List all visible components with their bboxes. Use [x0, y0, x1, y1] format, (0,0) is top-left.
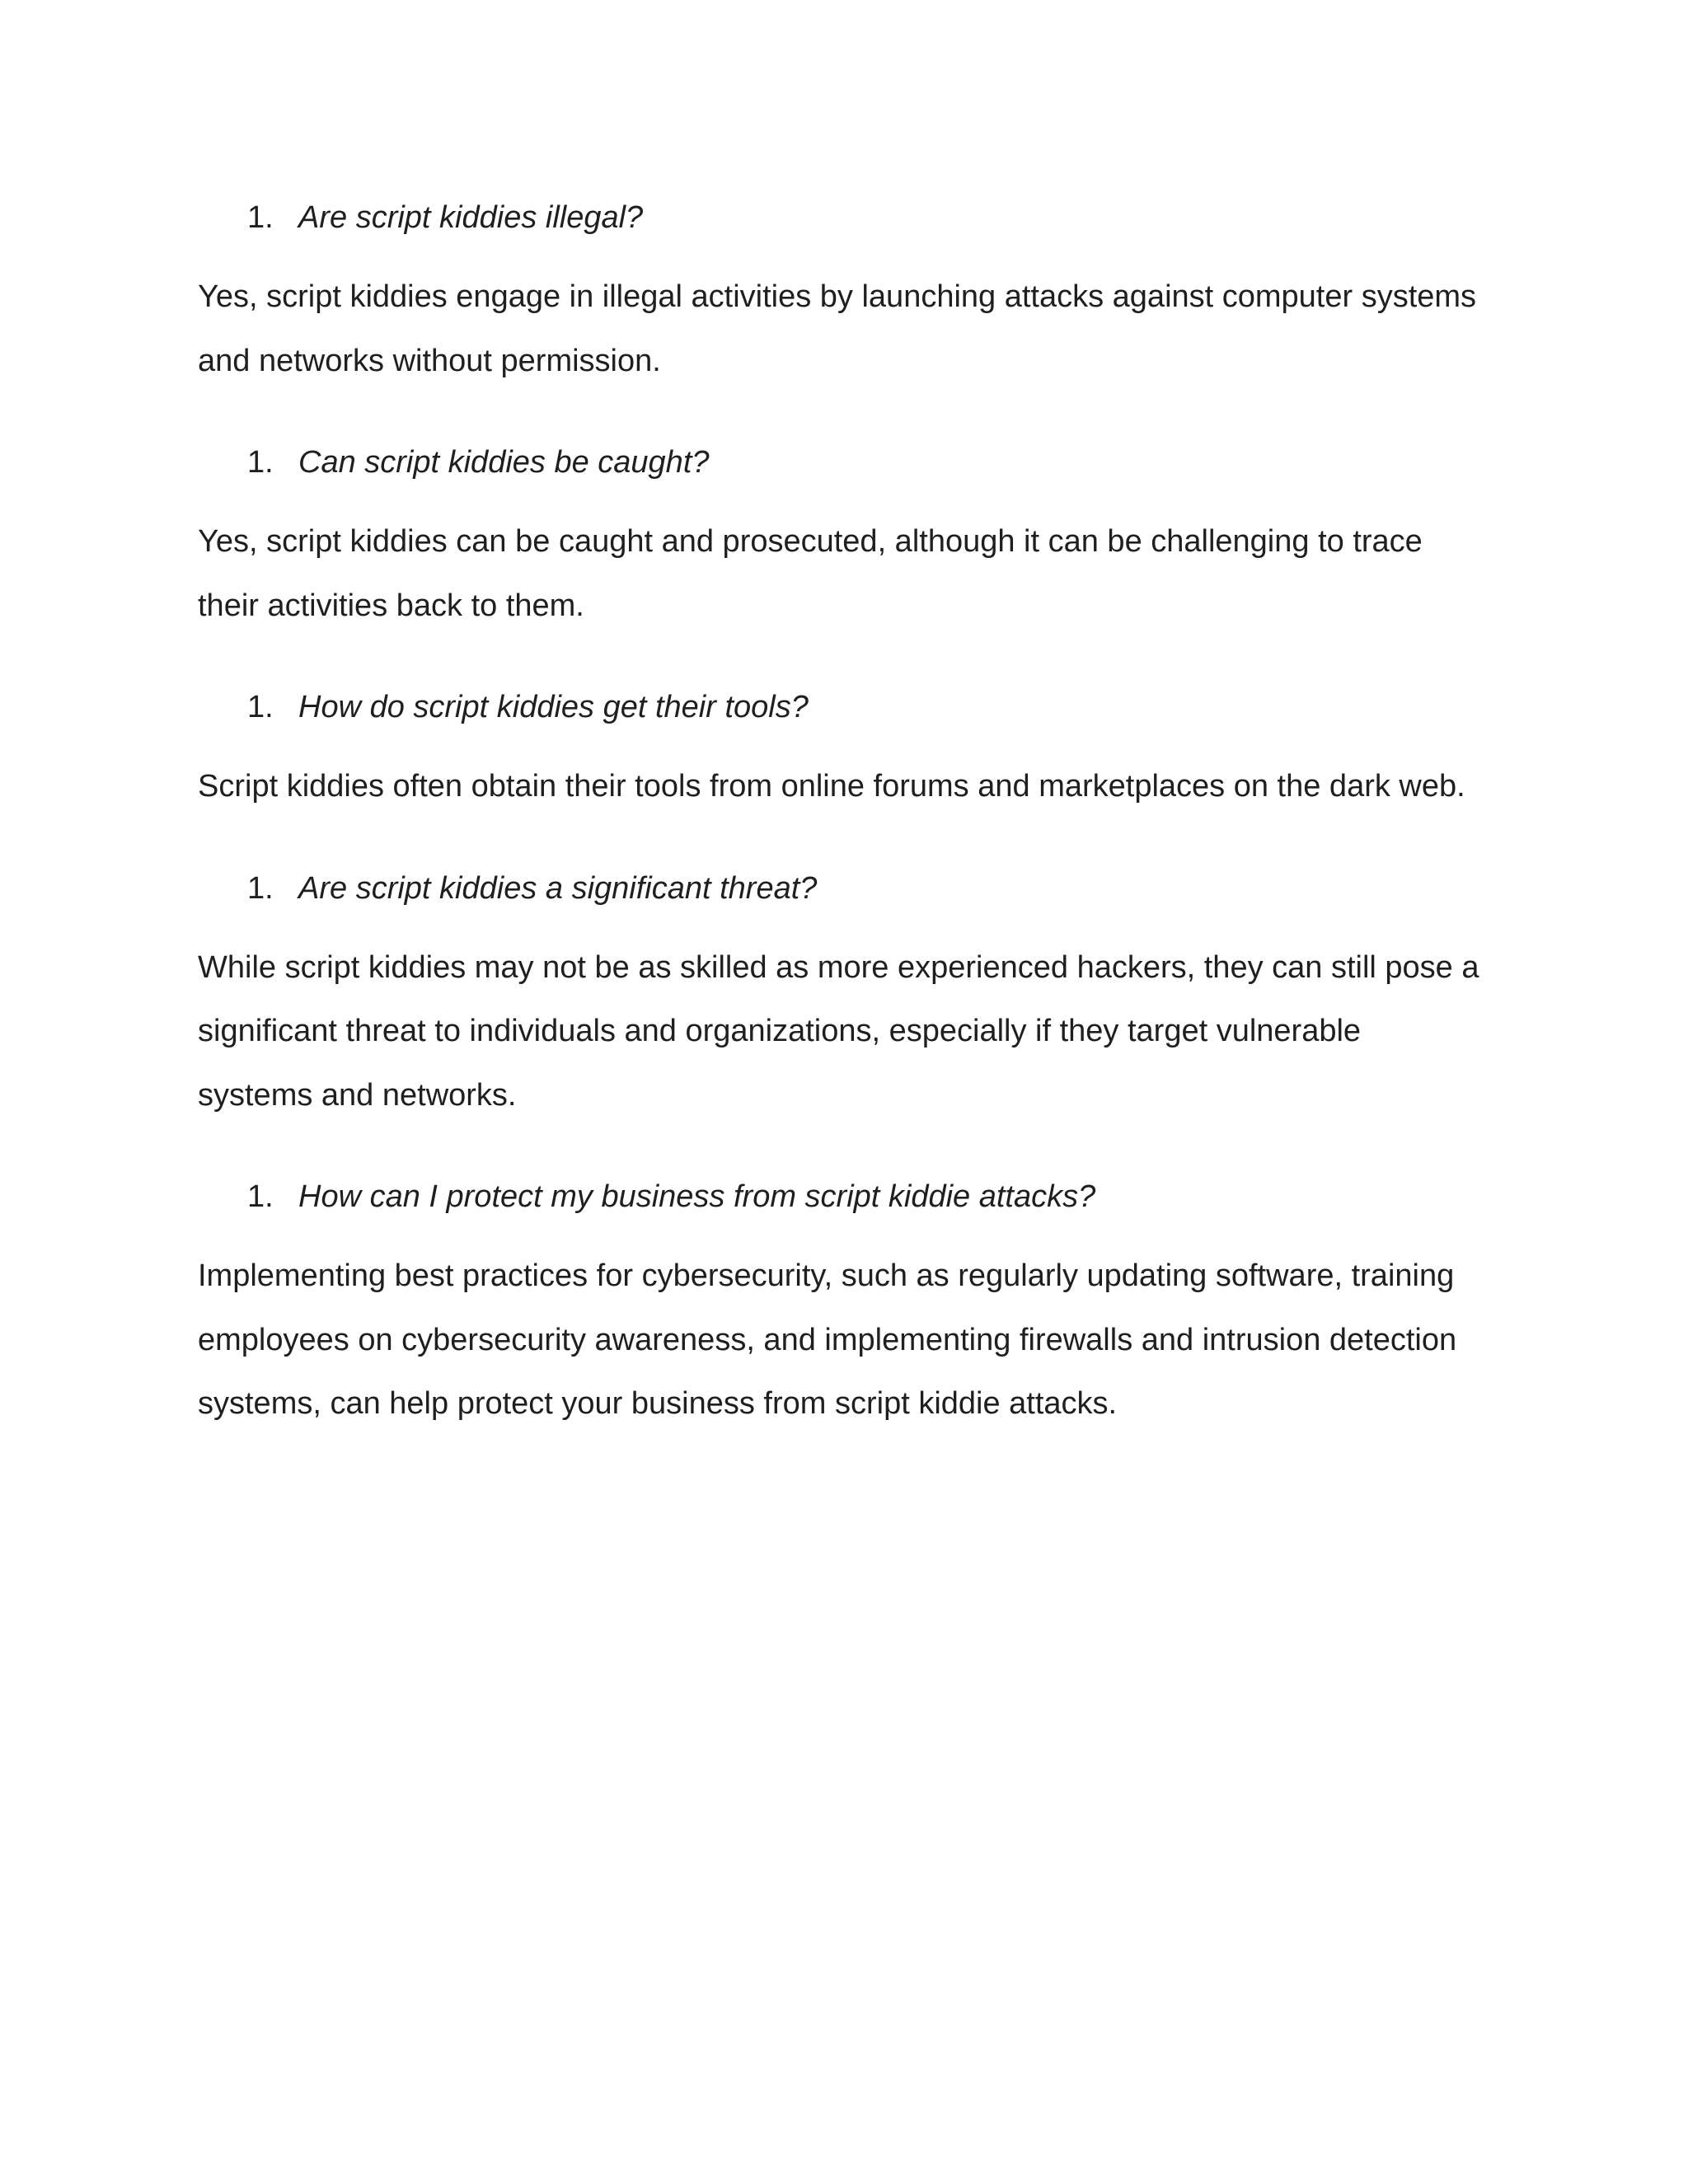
question-text: How do script kiddies get their tools? — [298, 690, 809, 724]
faq-section — [198, 194, 1484, 1483]
list-number: 1. — [247, 445, 274, 480]
faq-answer: Yes, script kiddies can be caught and prosecuted, although it can be challenging to trace their activities back to them. — [198, 524, 1423, 623]
question-text: Are script kiddies illegal? — [298, 200, 644, 235]
faq-question — [198, 1174, 1484, 1220]
faq-answer: Implementing best practices for cybersecurity, such as regularly updating software, training employees on cybersecurity awareness, and implementing firewalls and intrusion detection systems, can help protect your business from script kiddie attacks. — [198, 1258, 1457, 1421]
faq-item — [198, 865, 1484, 1128]
faq-question — [198, 439, 1484, 485]
question-text: Are script kiddies a significant threat? — [298, 870, 818, 906]
question-text: Can script kiddies be caught? — [298, 445, 710, 480]
faq-item — [198, 684, 1484, 819]
list-number: 1. — [247, 200, 274, 235]
faq-item — [198, 194, 1484, 393]
faq-item — [198, 439, 1484, 638]
list-number: 1. — [247, 1179, 274, 1214]
list-number: 1. — [247, 870, 274, 906]
faq-answer: Script kiddies often obtain their tools from online forums and marketplaces on the dark web. — [198, 769, 1465, 804]
question-text: How can I protect my business from script kiddie attacks? — [298, 1179, 1096, 1214]
faq-question — [198, 194, 1484, 241]
list-number: 1. — [247, 690, 274, 724]
faq-question — [198, 865, 1484, 912]
faq-answer: Yes, script kiddies engage in illegal activities by launching attacks against computer systems and networks without permission. — [198, 279, 1477, 378]
faq-item — [198, 1174, 1484, 1436]
faq-answer: While script kiddies may not be as skilled as more experienced hackers, they can still pose a significant threat to individuals and organizations, especially if they target vulnerable systems and networks. — [198, 949, 1479, 1113]
faq-question — [198, 684, 1484, 730]
